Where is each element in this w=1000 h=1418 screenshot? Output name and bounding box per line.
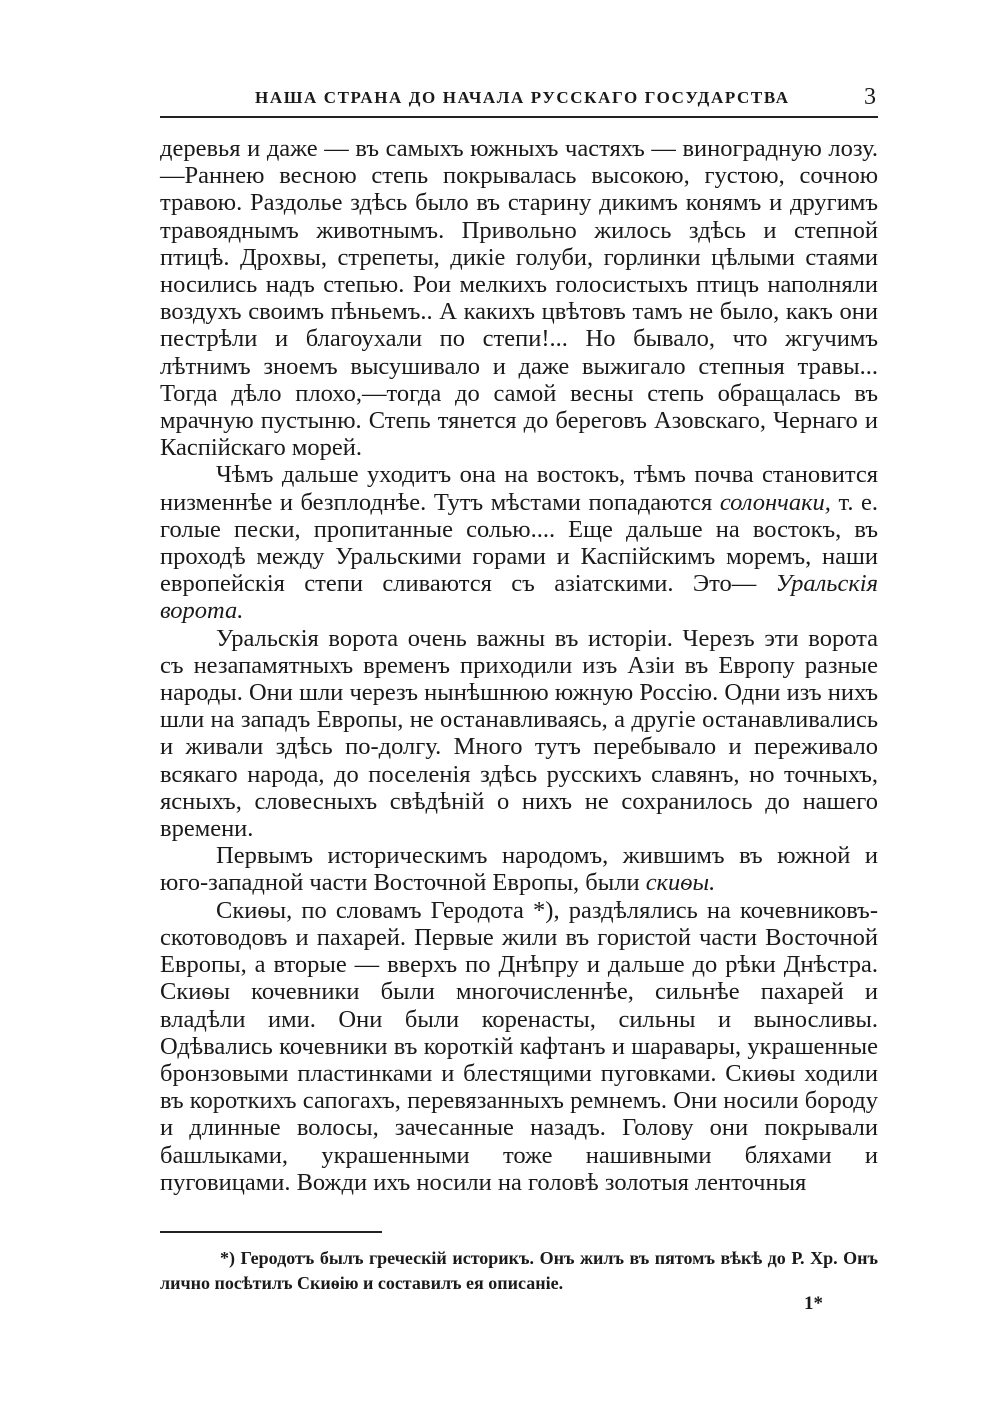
footnote bbox=[160, 1246, 878, 1296]
body-text bbox=[160, 135, 878, 1196]
footnote-divider bbox=[160, 1231, 382, 1233]
italic-term: Уральскія ворота. bbox=[160, 570, 878, 625]
paragraph bbox=[160, 842, 878, 896]
paragraph bbox=[160, 461, 878, 624]
paragraph bbox=[160, 897, 878, 1196]
italic-term: скиѳы. bbox=[645, 869, 716, 897]
text-run: т. е. голые пески, пропитанные солью.... Еще дальше на востокъ, въ проходѣ между Уральскими горами и Каспійскимъ моремъ, наши европейскія степи сливаются съ азіатскими. Это— bbox=[160, 488, 879, 598]
paragraph bbox=[160, 625, 878, 843]
page-header bbox=[160, 86, 878, 118]
text-run: Чѣмъ дальше уходитъ она на востокъ, тѣмъ почва становится низменнѣе и безплоднѣе. Тутъ мѣстами попадаются bbox=[160, 461, 878, 516]
running-title: НАША СТРАНА ДО НАЧАЛА РУССКАГО ГОСУДАРСТВА bbox=[255, 88, 790, 107]
text-run: Уральскія ворота очень важны въ исторіи. Черезъ эти ворота съ незапамятныхъ временъ приходили изъ Азіи въ Европу разные народы. Они шли черезъ нынѣшнюю южную Россію. Одни изъ нихъ шли на западъ Европы, не останавливаясь, а другіе останавливались и живали здѣсь по-долгу. Много тутъ перебывало и переживало всякаго народа, до поселенія здѣсь русскихъ славянъ, но точныхъ, ясныхъ, словесныхъ свѣдѣній о нихъ не сохранилось до нашего времени. bbox=[160, 624, 878, 843]
text-run: Первымъ историческимъ народомъ, жившимъ въ южной и юго-западной части Восточной Европы, были bbox=[160, 842, 878, 897]
page-number: 3 bbox=[864, 84, 876, 110]
signature-mark: 1* bbox=[804, 1293, 823, 1314]
paragraph bbox=[160, 135, 878, 461]
text-run: деревья и даже — въ самыхъ южныхъ частяхъ — виноградную лозу.—Раннею весною степь покрывалась высокою, густою, сочною травою. Раздолье здѣсь было въ старину дикимъ конямъ и другимъ травояднымъ животнымъ. Привольно жилось здѣсь и степной птицѣ. Дрохвы, стрепеты, дикіе голуби, горлинки цѣлыми стаями носились надъ степью. Рои мелкихъ голосистыхъ птицъ наполняли воздухъ своимъ пѣньемъ.. А какихъ цвѣтовъ тамъ не было, какъ они пестрѣли и благоухали по степи!... Но бывало, что жгучимъ лѣтнимъ зноемъ высушивало и даже выжигало степныя травы... Тогда дѣло плохо,—тогда до самой весны степь обращалась въ мрачную пустыню. Степь тянется до береговъ Азовскаго, Чернаго и Каспійскаго морей. bbox=[160, 135, 878, 462]
text-run: Скиѳы, по словамъ Геродота *), раздѣлялись на кочевниковъ-скотоводовъ и пахарей. Первые жили въ гористой части Восточной Европы, а вторые — вверхъ по Днѣпру и дальше до рѣки Днѣстра. Скиѳы кочевники были многочисленнѣе, сильнѣе пахарей и владѣли ими. Они были коренасты, сильны и выносливы. Одѣвались кочевники въ короткій кафтанъ и шаравары, украшенные бронзовыми пластинками и блестящими пуговками. Скиѳы ходили въ короткихъ сапогахъ, перевязанныхъ ремнемъ. Они носили бороду и длинные волосы, зачесанные назадъ. Голову они покрывали башлыками, украшенными тоже нашивными бляхами и пуговицами. Вожди ихъ носили на головѣ золотыя ленточныя bbox=[160, 896, 878, 1196]
italic-term: солончаки, bbox=[719, 488, 831, 516]
footnote-text: *) Геродотъ былъ греческій историкъ. Онъ жилъ въ пятомъ вѣкѣ до Р. Хр. Онъ лично посѣтилъ Скиѳію и составилъ ея описаніе. bbox=[160, 1248, 878, 1293]
